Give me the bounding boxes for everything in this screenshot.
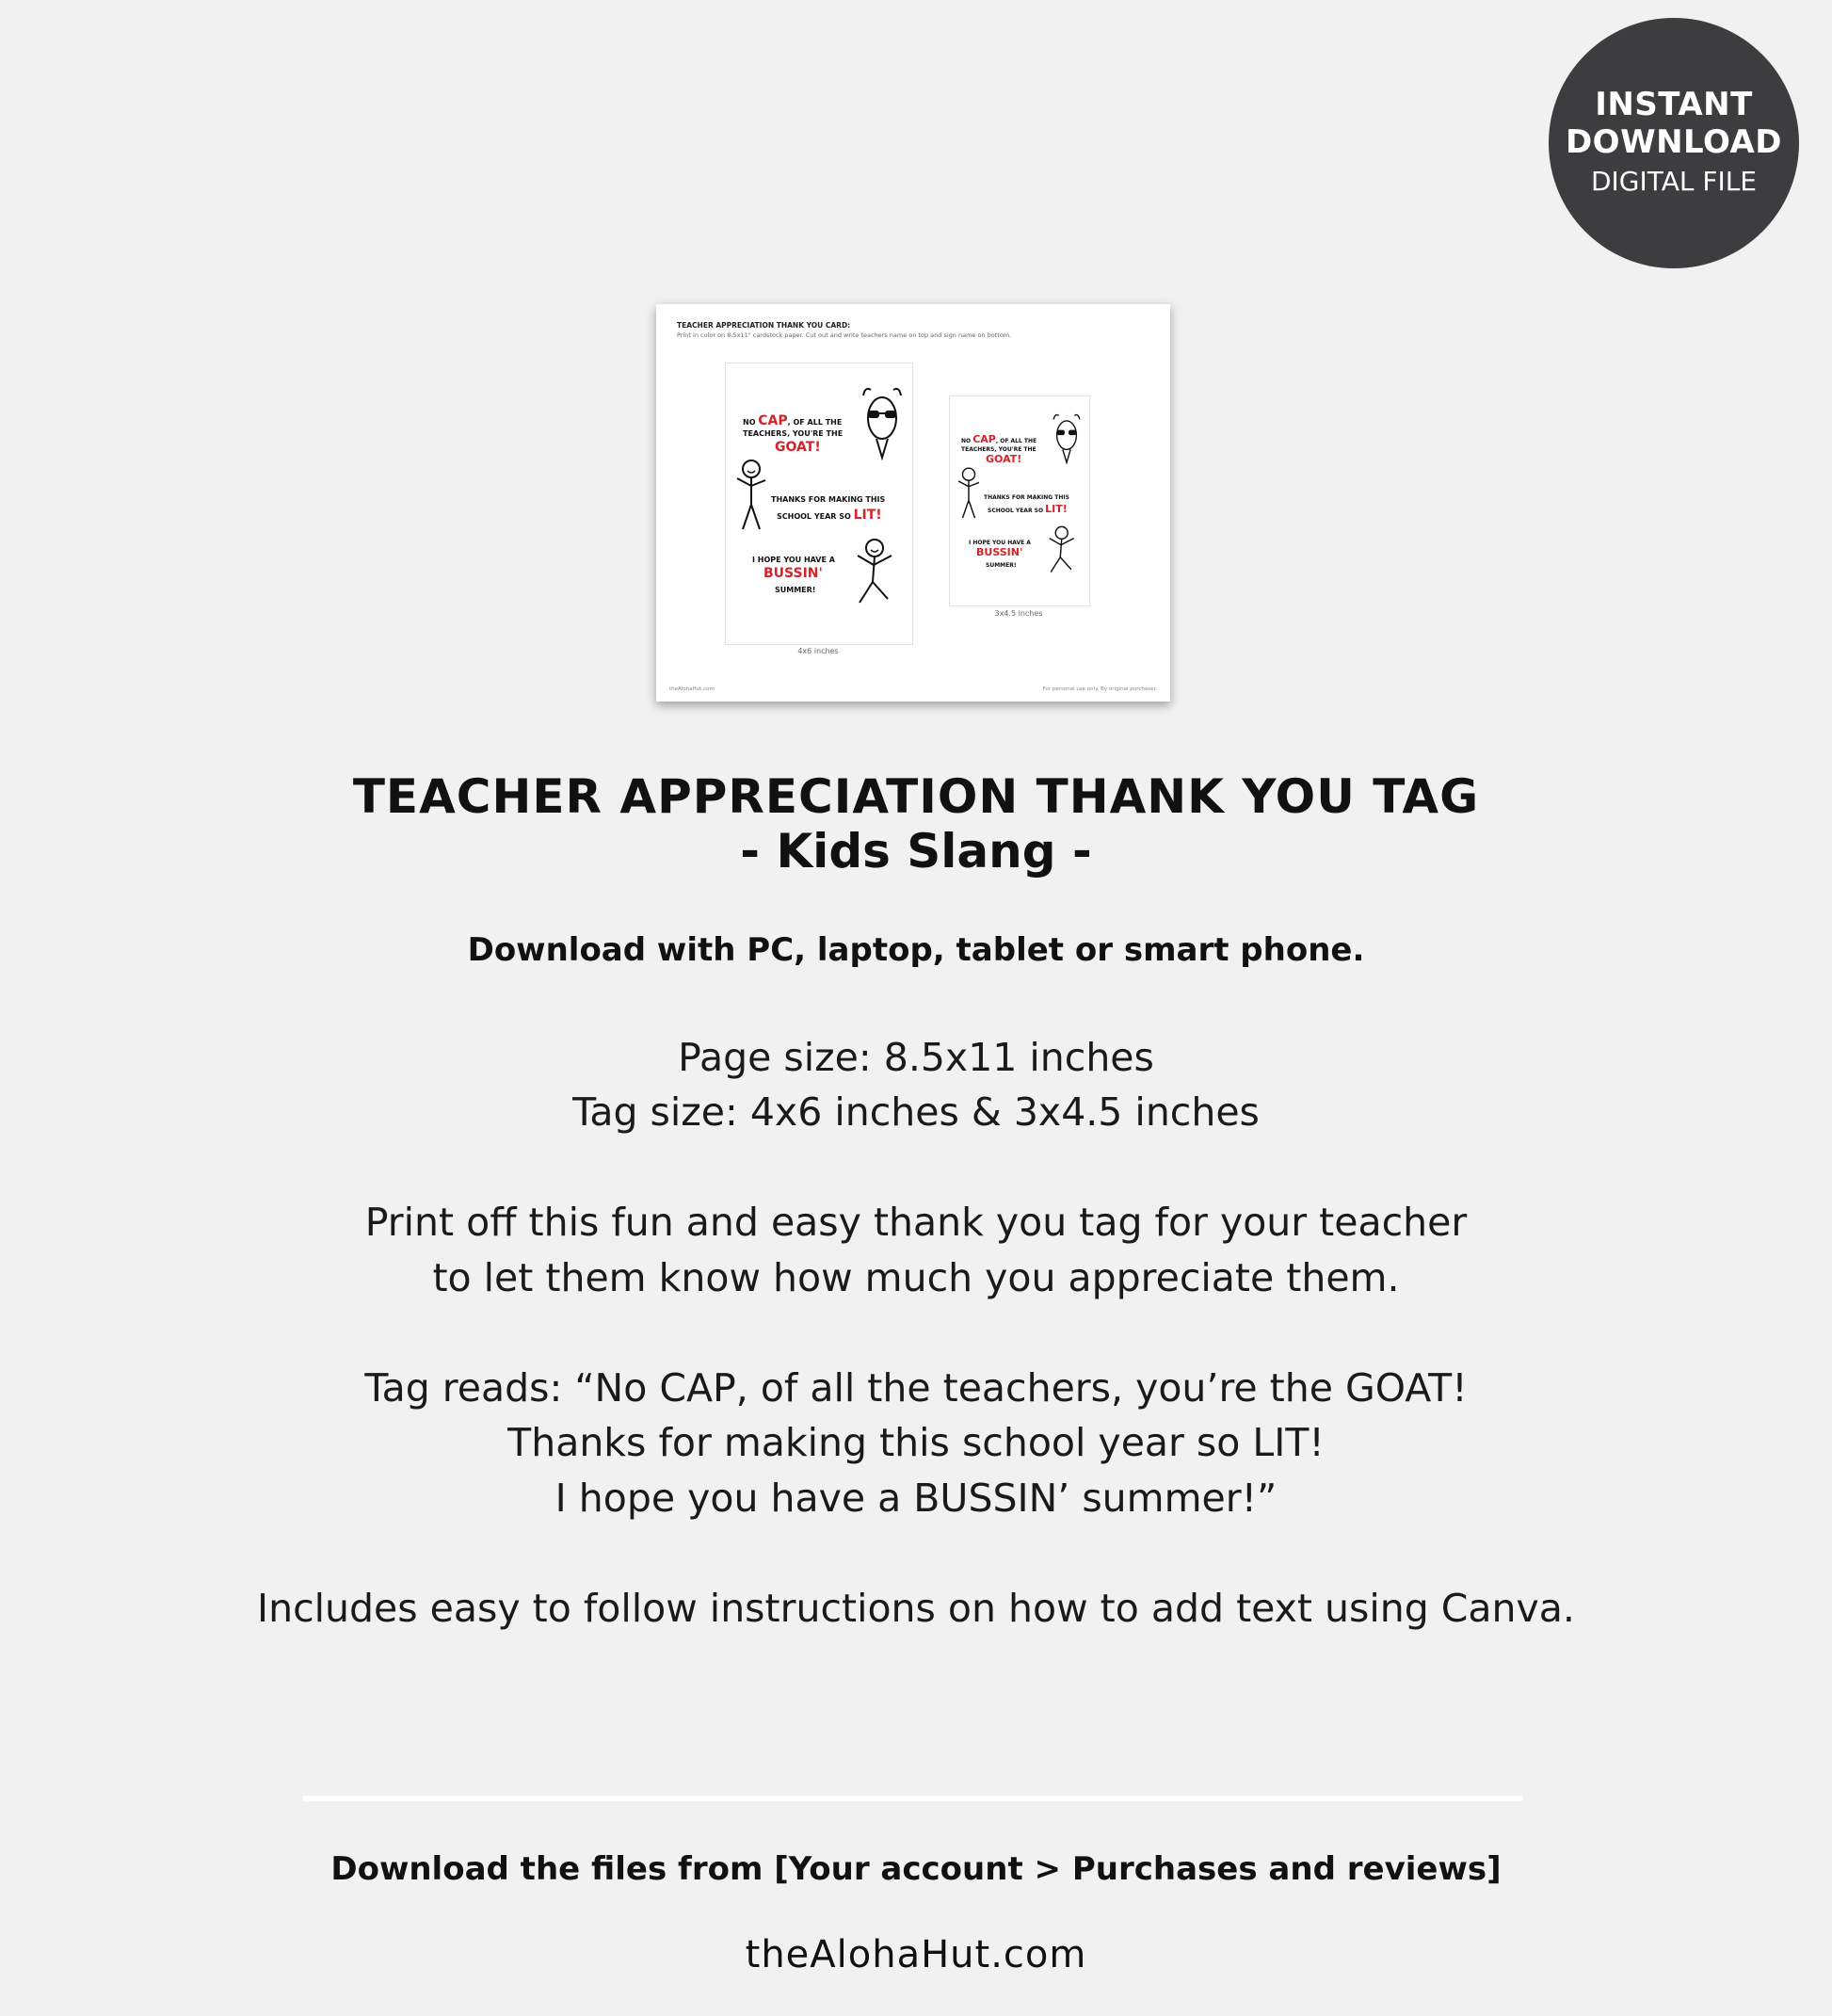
preview-title: TEACHER APPRECIATION THANK YOU CARD: [677, 321, 851, 330]
goat-sunglasses-icon [858, 384, 907, 465]
tag-line-bussin: BUSSIN' [763, 566, 823, 581]
jumping-figure-icon [850, 537, 897, 612]
page-size-text: Page size: 8.5x11 inches [678, 1035, 1154, 1080]
tag-line-no-cap: NO CAP, OF ALL THE [743, 413, 843, 428]
tag-line-lit: SCHOOL YEAR SO LIT! [777, 508, 882, 523]
tag-line-teachers: TEACHERS, YOU'RE THE [743, 429, 844, 438]
includes-instructions-text: Includes easy to follow instructions on how to add text using Canva. [257, 1586, 1575, 1631]
tag-small-line-hope: I HOPE YOU HAVE A [969, 540, 1031, 546]
product-subtitle: - Kids Slang - [740, 824, 1092, 879]
download-device-note: Download with PC, laptop, tablet or smart phone. [467, 931, 1365, 969]
tag-reads-line-3: I hope you have a BUSSIN’ summer!” [554, 1476, 1278, 1521]
download-location-note: Download the files from [Your account > Purchases and reviews] [330, 1850, 1502, 1888]
badge-line-download: DOWNLOAD [1565, 123, 1783, 161]
product-preview-image [656, 304, 1170, 702]
tag-4x6 [725, 363, 913, 645]
tag-small-line-summer: SUMMER! [986, 562, 1017, 569]
description-line-1: Print off this fun and easy thank you tag for your teacher [364, 1200, 1468, 1245]
tag-size-text: Tag size: 4x6 inches & 3x4.5 inches [572, 1089, 1260, 1135]
badge-line-digital-file: DIGITAL FILE [1590, 166, 1757, 197]
stick-figure-icon [733, 458, 769, 533]
tag-4x6-size-label: 4x6 inches [797, 647, 839, 655]
tag-line-summer: SUMMER! [775, 586, 816, 594]
instant-download-badge [1549, 18, 1799, 268]
tag-line-goat: GOAT! [775, 440, 821, 455]
badge-line-instant: INSTANT [1595, 86, 1753, 123]
tag-3x4-5 [949, 395, 1090, 606]
tag-line-hope: I HOPE YOU HAVE A [752, 556, 835, 564]
product-title: TEACHER APPRECIATION THANK YOU TAG [352, 769, 1480, 824]
tag-small-line-teachers: TEACHERS, YOU'RE THE [961, 446, 1037, 453]
tag-3x4-5-size-label: 3x4.5 inches [994, 609, 1043, 618]
stick-figure-small-icon [956, 466, 982, 521]
tag-small-line-lit: SCHOOL YEAR SO LIT! [988, 503, 1068, 515]
tag-reads-line-1: Tag reads: “No CAP, of all the teachers, you’re the GOAT! [364, 1365, 1468, 1411]
tag-small-line-no-cap: NO CAP, OF ALL THE [961, 433, 1037, 445]
jumping-figure-small-icon [1044, 524, 1078, 579]
preview-footer-site: theAlohaHut.com [669, 686, 715, 692]
preview-instructions: Print in color on 8.5x11" cardstock paper. Cut out and write teachers name on top and sign name on bottom. [677, 331, 1012, 339]
preview-footer-usage: For personal use only. By original purchaser. [1042, 686, 1157, 692]
description-line-2: to let them know how much you appreciate them. [432, 1255, 1400, 1300]
tag-line-thanks: THANKS FOR MAKING THIS [771, 495, 886, 504]
goat-sunglasses-small-icon [1050, 411, 1084, 468]
tag-reads-line-2: Thanks for making this school year so LIT! [507, 1420, 1325, 1465]
tag-small-line-goat: GOAT! [986, 453, 1022, 465]
section-divider [303, 1796, 1522, 1801]
site-name: theAlohaHut.com [745, 1933, 1087, 1976]
tag-small-line-thanks: THANKS FOR MAKING THIS [984, 494, 1069, 501]
tag-small-line-bussin: BUSSIN' [976, 546, 1023, 558]
